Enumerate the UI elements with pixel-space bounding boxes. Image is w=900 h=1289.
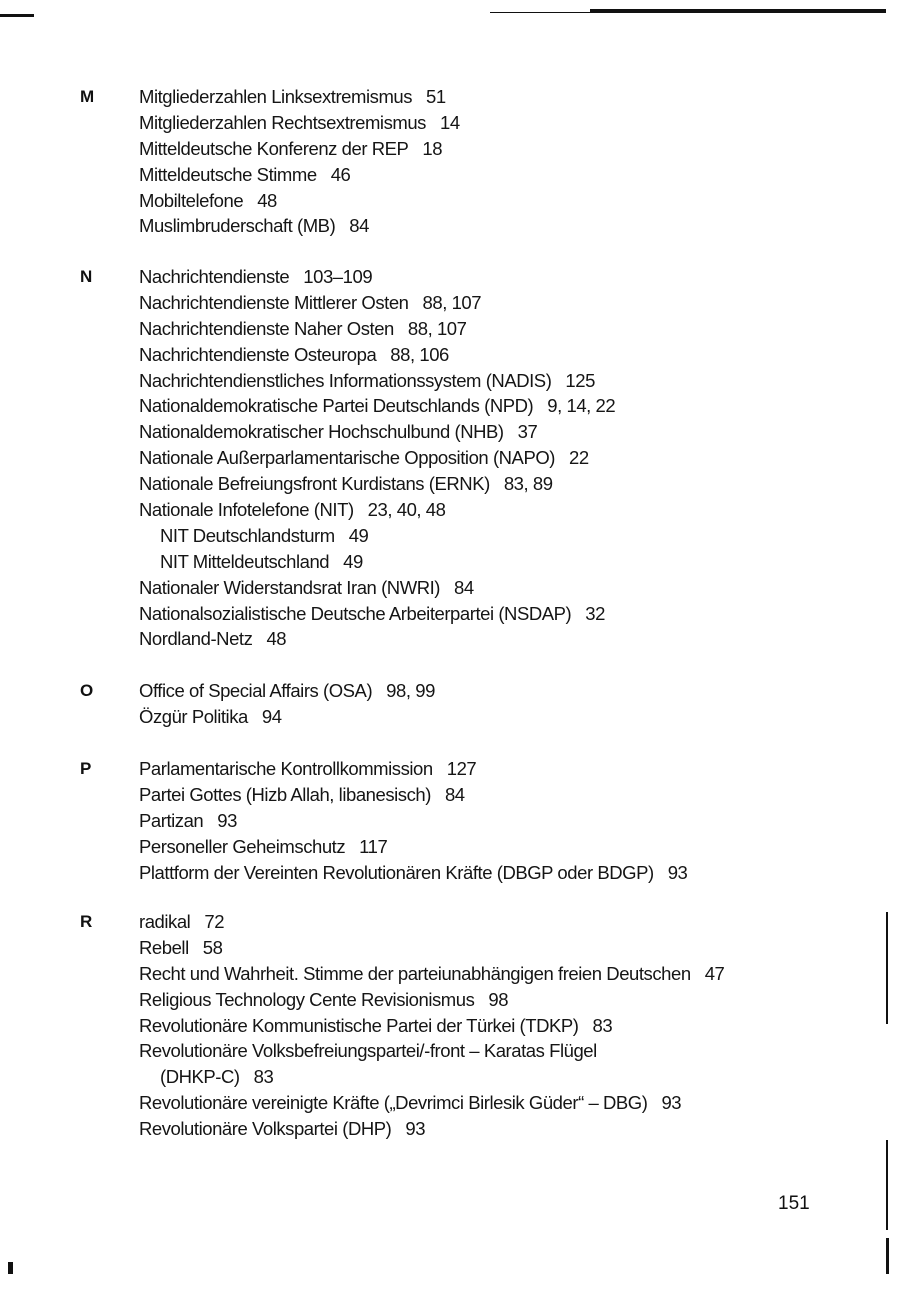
- entry-pages: 9, 14, 22: [547, 395, 616, 417]
- entry-term: Mitgliederzahlen Rechtsextremismus: [139, 111, 426, 133]
- entry-pages: 94: [261, 705, 282, 727]
- scan-rule-top-thick: [590, 9, 886, 13]
- entry-pages: 98: [488, 988, 509, 1010]
- scan-mark-right-middle: [886, 1140, 888, 1230]
- entry-term: Revolutionäre Volksbefreiungspartei/-front – Karatas Flügel: [139, 1040, 597, 1062]
- scan-mark-top-left: [0, 14, 34, 17]
- page-number: 151: [778, 1193, 810, 1214]
- entry-pages: 32: [585, 602, 605, 624]
- entry-term: Nachrichtendienste Naher Osten: [139, 317, 394, 339]
- index-entry: [139, 497, 879, 523]
- index-entry: [139, 935, 879, 961]
- entry-list: [139, 678, 879, 730]
- entry-pages: 58: [202, 936, 223, 958]
- entry-pages: 47: [704, 962, 725, 984]
- section-letter: P: [80, 759, 92, 778]
- entry-term: Özgür Politika: [139, 705, 248, 727]
- entry-term: Nationale Infotelefone (NIT): [139, 499, 354, 521]
- index-entry: [139, 316, 879, 342]
- entry-term: Rebell: [139, 936, 189, 958]
- index-entry: [139, 704, 879, 730]
- entry-term: Nationaldemokratische Partei Deutschlands (NPD): [139, 395, 534, 417]
- entry-term: Partei Gottes (Hizb Allah, libanesisch): [139, 783, 431, 805]
- entry-term: Partizan: [139, 809, 204, 831]
- index-entry: [139, 1013, 879, 1039]
- entry-pages: 117: [359, 835, 388, 857]
- index-entry: [139, 626, 879, 652]
- entry-term: Nationale Außerparlamentarische Opposition (NAPO): [139, 447, 555, 469]
- entry-pages: 48: [257, 189, 277, 211]
- entry-list: [139, 909, 879, 1142]
- section-letter: R: [80, 912, 93, 931]
- entry-pages: 88, 107: [407, 317, 467, 339]
- entry-pages: 88, 106: [390, 343, 449, 365]
- entry-term: (DHKP-C): [160, 1066, 240, 1088]
- scan-mark-bottom-left: [8, 1262, 13, 1274]
- index-entry: [139, 84, 879, 110]
- index-entry: [139, 860, 879, 886]
- entry-pages: 14: [439, 111, 460, 133]
- index-entry: [139, 110, 879, 136]
- index-entry: [139, 136, 879, 162]
- entry-term: Mitteldeutsche Konferenz der REP: [139, 137, 409, 159]
- index-entry: [139, 188, 879, 214]
- entry-term: radikal: [139, 911, 191, 932]
- entry-pages: 93: [405, 1118, 426, 1140]
- entry-term: Revolutionäre vereinigte Kräfte („Devrimci Birlesik Güder“ – DBG): [139, 1092, 648, 1114]
- index-subentry: [139, 549, 879, 575]
- index-entry: [139, 1090, 879, 1116]
- index-entry: [139, 342, 879, 368]
- section-letter: N: [80, 267, 93, 286]
- index-entry: [139, 782, 879, 808]
- entry-pages: 48: [266, 628, 287, 650]
- index-entry: [139, 290, 879, 316]
- index-entry: [139, 368, 879, 394]
- index-entry: [139, 961, 879, 987]
- entry-pages: 51: [426, 86, 446, 107]
- entry-term: Nachrichtendienstliches Informationssystem (NADIS): [139, 369, 552, 391]
- entry-term: Office of Special Affairs (OSA): [139, 680, 373, 701]
- entry-pages: 93: [661, 1092, 682, 1114]
- entry-pages: 37: [517, 421, 538, 443]
- entry-term: Nationaler Widerstandsrat Iran (NWRI): [139, 576, 441, 598]
- entry-pages: 83: [592, 1014, 613, 1036]
- entry-term: Revolutionäre Kommunistische Partei der Türkei (TDKP): [139, 1014, 579, 1036]
- entry-term: Mitgliederzahlen Linksextremismus: [139, 86, 413, 107]
- entry-pages: 72: [204, 911, 225, 932]
- entry-pages: 49: [343, 550, 363, 572]
- entry-pages: 127: [446, 758, 477, 779]
- entry-term: Parlamentarische Kontrollkommission: [139, 758, 433, 779]
- entry-pages: 18: [422, 137, 443, 159]
- entry-term: Nachrichtendienste: [139, 266, 290, 287]
- index-entry: [139, 1116, 879, 1142]
- index-entry: [139, 678, 879, 704]
- scan-mark-right-lower: [886, 1238, 889, 1274]
- entry-term: NIT Mitteldeutschland: [160, 550, 330, 572]
- entry-list: [139, 264, 879, 652]
- section-letter: M: [80, 87, 95, 106]
- entry-term: Nationaldemokratischer Hochschulbund (NHB): [139, 421, 504, 443]
- scan-rule-top-thin: [490, 12, 590, 13]
- index-entry: [139, 1038, 879, 1064]
- entry-term: Mobiltelefone: [139, 189, 244, 211]
- index-entry: [139, 834, 879, 860]
- index-entry-continuation: [139, 1064, 879, 1090]
- entry-pages: 103–109: [303, 266, 373, 287]
- entry-pages: 88, 107: [422, 291, 482, 313]
- index-entry: [139, 471, 879, 497]
- entry-term: Nachrichtendienste Osteuropa: [139, 343, 377, 365]
- entry-term: Religious Technology Cente Revisionismus: [139, 988, 475, 1010]
- entry-term: Plattform der Vereinten Revolutionären Kräfte (DBGP oder BDGP): [139, 861, 654, 883]
- index-entry: [139, 987, 879, 1013]
- index-entry: [139, 445, 879, 471]
- entry-pages: 23, 40, 48: [367, 499, 446, 521]
- entry-term: Nationalsozialistische Deutsche Arbeiterpartei (NSDAP): [139, 602, 572, 624]
- entry-list: [139, 756, 879, 885]
- index-entry: [139, 808, 879, 834]
- index-entry: [139, 909, 879, 935]
- entry-term: Personeller Geheimschutz: [139, 835, 346, 857]
- entry-pages: 83: [253, 1066, 274, 1088]
- index-entry: [139, 756, 879, 782]
- entry-pages: 46: [330, 163, 351, 185]
- entry-term: Nachrichtendienste Mittlerer Osten: [139, 291, 409, 313]
- entry-pages: 84: [349, 215, 369, 237]
- entry-pages: 84: [454, 576, 474, 598]
- index-entry: [139, 264, 879, 290]
- section-letter: O: [80, 681, 94, 700]
- index-entry: [139, 213, 879, 239]
- entry-term: NIT Deutschlandsturm: [160, 524, 335, 546]
- entry-term: Recht und Wahrheit. Stimme der parteiunabhängigen freien Deutschen: [139, 962, 691, 984]
- entry-term: Nationale Befreiungsfront Kurdistans (ERNK): [139, 473, 490, 495]
- entry-pages: 49: [348, 524, 369, 546]
- entry-pages: 93: [217, 809, 237, 831]
- entry-term: Mitteldeutsche Stimme: [139, 163, 317, 185]
- entry-pages: 98, 99: [386, 680, 435, 701]
- entry-term: Nordland-Netz: [139, 628, 253, 650]
- index-entry: [139, 601, 879, 627]
- index-entry: [139, 393, 879, 419]
- entry-pages: 93: [667, 861, 688, 883]
- index-entry: [139, 162, 879, 188]
- entry-term: Revolutionäre Volkspartei (DHP): [139, 1118, 392, 1140]
- entry-pages: 84: [444, 783, 465, 805]
- entry-pages: 22: [569, 447, 589, 469]
- entry-pages: 83, 89: [503, 473, 553, 495]
- index-entry: [139, 575, 879, 601]
- scan-mark-right-upper: [886, 912, 888, 1024]
- index-subentry: [139, 523, 879, 549]
- entry-list: [139, 84, 879, 239]
- entry-term: Muslimbruderschaft (MB): [139, 215, 336, 237]
- entry-pages: 125: [565, 369, 595, 391]
- index-entry: [139, 419, 879, 445]
